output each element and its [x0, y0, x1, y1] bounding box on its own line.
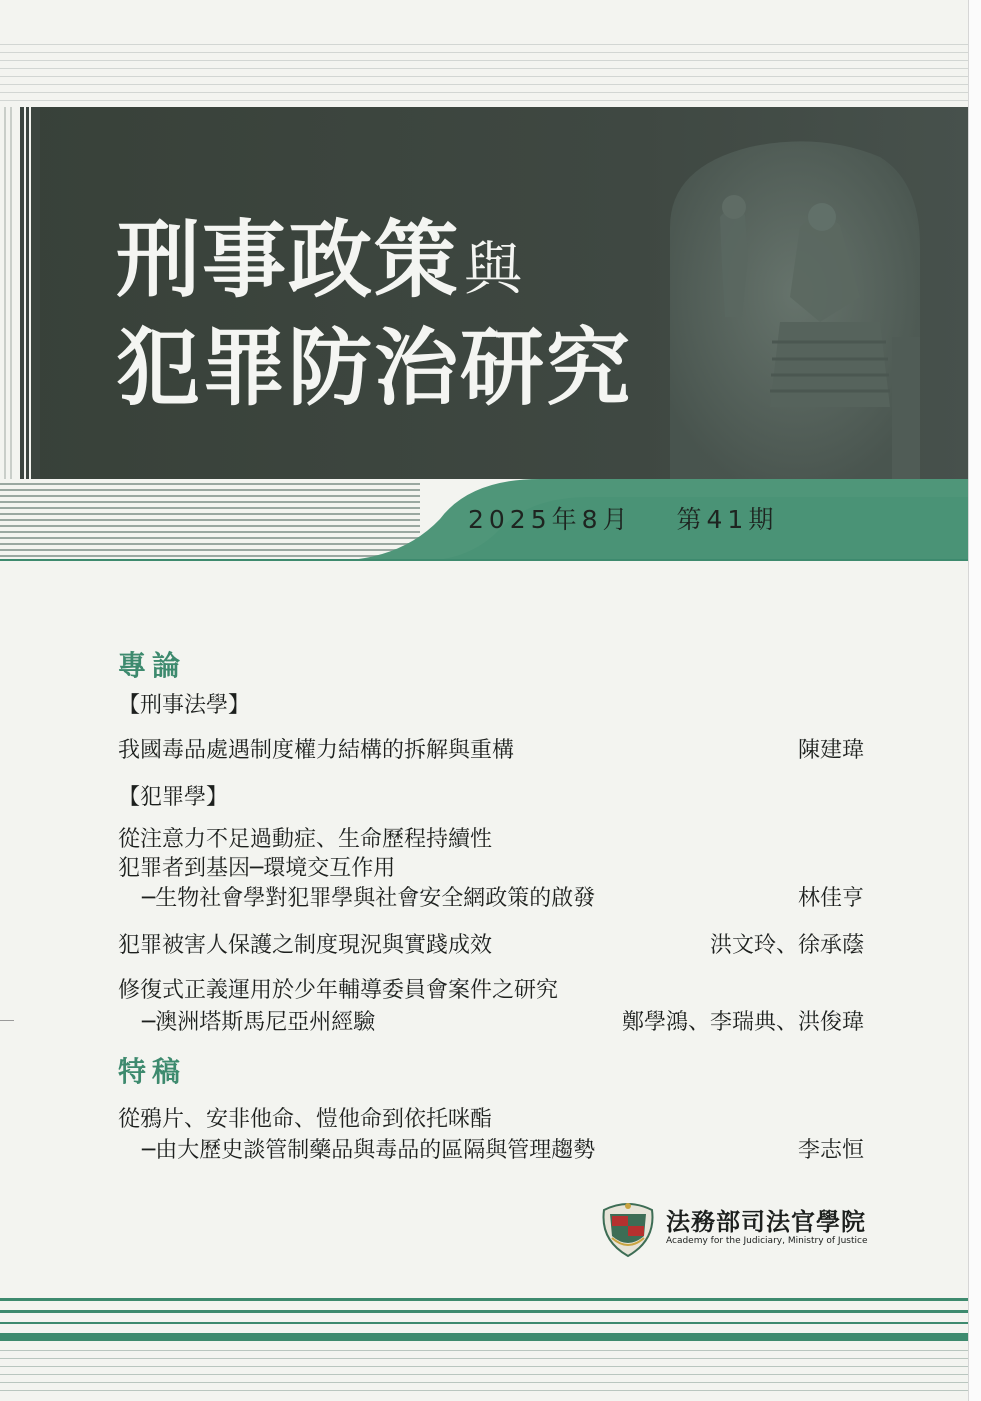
academy-emblem-icon — [598, 1196, 658, 1258]
title-connector: 與 — [464, 235, 525, 303]
article-4-authors: 鄭學鴻、李瑞典、洪俊瑋 — [621, 1010, 864, 1035]
category-criminology: 【犯罪學】 — [118, 785, 229, 810]
title-line1: 刑事政策與 — [116, 211, 525, 309]
article-5-title: 從鴉片、安非他命、愷他命到依托咪酯 — [118, 1107, 493, 1132]
article-2-subtitle: ─生物社會學對犯罪學與社會安全網政策的啟發 — [142, 886, 596, 911]
title-line2: 犯罪防治研究 — [116, 319, 633, 417]
article-2-author: 林佳亨 — [797, 886, 864, 911]
article-4-subtitle: ─澳洲塔斯馬尼亞州經驗 — [142, 1010, 376, 1035]
article-1-title: 我國毒品處遇制度權力結構的拆解與重構 — [118, 738, 515, 763]
article-4-title: 修復式正義運用於少年輔導委員會案件之研究 — [118, 978, 559, 1003]
article-1-author: 陳建瑋 — [797, 738, 864, 763]
publisher-name-en: Academy for the Judiciary, Ministry of Justice — [666, 1236, 868, 1246]
article-5-author: 李志恒 — [797, 1138, 864, 1163]
article-3-author: 洪文玲、徐承蔭 — [709, 933, 864, 958]
scan-mark — [0, 1020, 14, 1021]
section-heading-special: 專論 — [118, 649, 187, 682]
issue-number: 第41期 — [676, 505, 779, 534]
article-5-subtitle: ─由大歷史談管制藥品與毒品的區隔與管理趨勢 — [142, 1138, 596, 1163]
category-criminal-law: 【刑事法學】 — [118, 693, 251, 718]
publisher-name-cn: 法務部司法官學院 — [666, 1208, 866, 1236]
article-2-title-line2: 犯罪者到基因─環境交互作用 — [118, 856, 396, 881]
article-3-title: 犯罪被害人保護之制度現況與實踐成效 — [118, 933, 493, 958]
section-heading-feature: 特稿 — [118, 1055, 187, 1088]
bottom-rules — [0, 1298, 968, 1401]
issue-date: 2025年8月 — [468, 505, 633, 534]
article-2-title-line1: 從注意力不足過動症、生命歷程持續性 — [118, 827, 493, 852]
publisher — [596, 1196, 876, 1262]
page-edge — [968, 0, 981, 1401]
